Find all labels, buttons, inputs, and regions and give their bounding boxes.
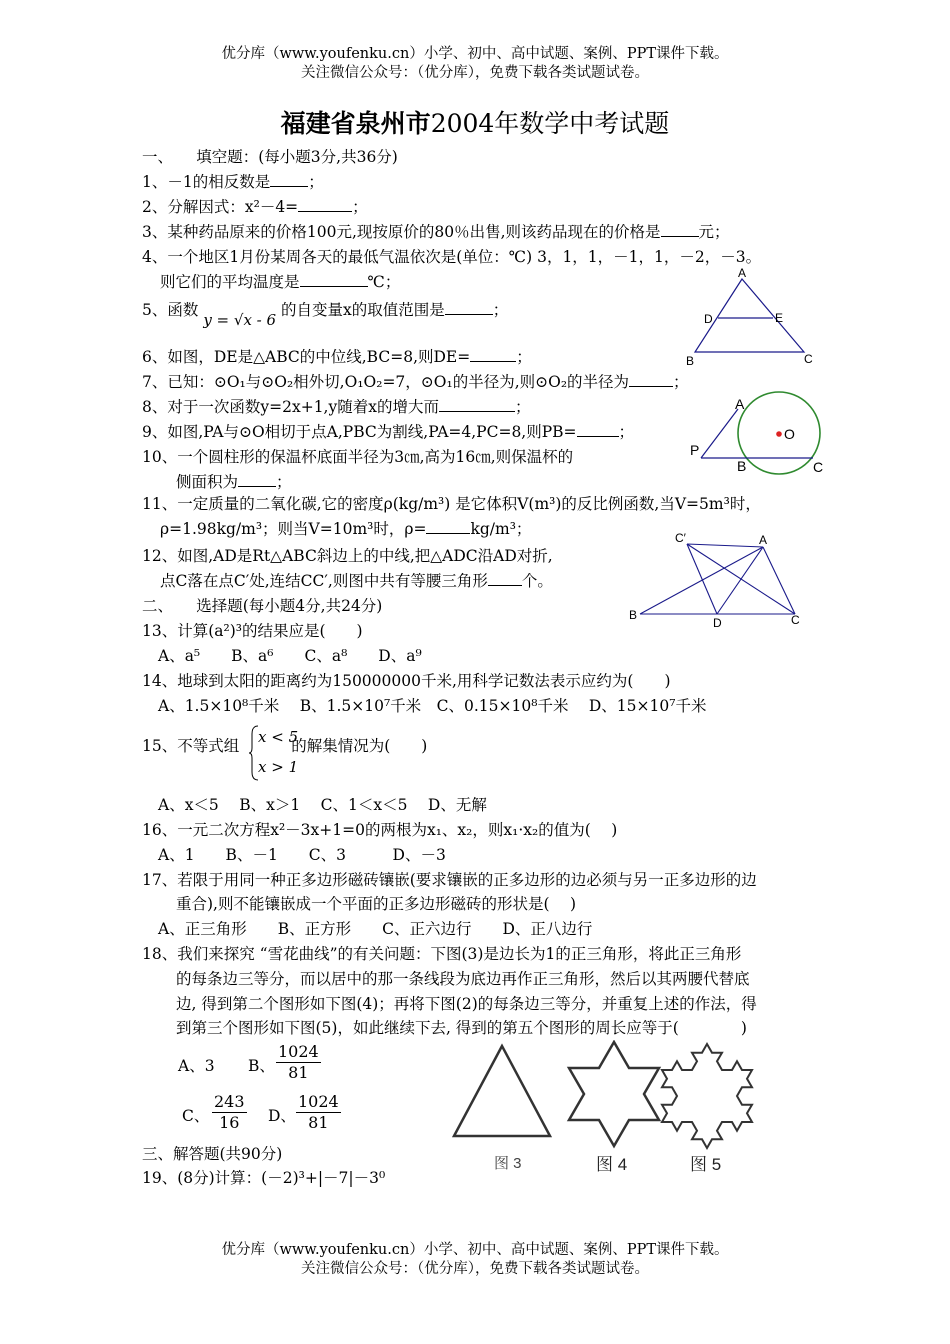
question-17: 17、若限于用同一种正多边形磁砖镶嵌(要求镶嵌的正多边形的边必须与另一正多边形的边 xyxy=(142,871,757,889)
question-18-line-2: 的每条边三等分，而以居中的那一条线段为底边再作正三角形，然后以其两腰代替底 xyxy=(176,970,750,988)
question-12-cont: 点C落在点C′处,连结CC′,则图中共有等腰三角形 个。 xyxy=(160,572,553,590)
center-dot xyxy=(776,431,782,437)
question-10: 10、一个圆柱形的保温杯底面半径为3㎝,高为16㎝,则保温杯的 xyxy=(142,448,574,466)
label-d: D xyxy=(713,616,722,630)
figure-4-star xyxy=(569,1042,659,1146)
circle-figure xyxy=(685,385,835,477)
question-14: 14、地球到太阳的距离约为150000000千米,用科学记数法表示应约为( ) xyxy=(142,672,671,690)
fraction-c: $\frac{243}{16}$ xyxy=(214,1092,245,1132)
figure-5-caption: 图 5 xyxy=(690,1155,722,1174)
label-c: C xyxy=(804,352,813,366)
header-line-1: 优分库（www.youfenku.cn）小学、初中、高中试题、案例、PPT课件下载。 xyxy=(221,46,729,62)
question-18: 18、我们来探究 “雪花曲线”的有关问题：下图(3)是边长为1的正三角形，将此正三角形 xyxy=(142,945,742,963)
fraction-d: $\frac{1024}{81}$ xyxy=(298,1092,339,1132)
question-15-options: A、x＜5 B、x＞1 C、1＜x＜5 D、无解 xyxy=(158,796,487,814)
figure-5-koch xyxy=(662,1044,752,1148)
header-line-2: 关注微信公众号：（优分库），免费下载各类试题试卷。 xyxy=(301,65,649,81)
question-10-cont: 侧面积为 ； xyxy=(176,473,292,491)
question-12: 12、如图,AD是Rt△ABC斜边上的中线,把△ADC沿AD对折, xyxy=(142,547,553,565)
label-p: P xyxy=(690,442,700,458)
question-1: 1、－1的相反数是 ； xyxy=(142,173,324,191)
question-11-cont: ρ=1.98kg/m³；则当V=10m³时，ρ= kg/m³； xyxy=(160,520,532,538)
figure-3-triangle xyxy=(454,1046,550,1136)
question-18-option-a: A、3 xyxy=(178,1057,215,1075)
footer-line-2: 关注微信公众号：（优分库），免费下载各类试题试卷。 xyxy=(301,1261,649,1277)
label-o: O xyxy=(784,426,795,442)
label-a: A xyxy=(759,533,768,547)
question-19: 19、(8分)计算：(－2)³+|－7|－3⁰ xyxy=(142,1169,386,1187)
question-2: 2、分解因式：x²－4= ； xyxy=(142,198,368,216)
question-17-cont: 重合),则不能镶嵌成一个平面的正多边形磁砖的形状是( ) xyxy=(176,895,576,913)
label-b: B xyxy=(686,354,695,368)
question-18-option-c-label: C、 xyxy=(182,1107,210,1125)
fold-figure xyxy=(625,530,815,630)
question-4-cont: 则它们的平均温度是 ℃； xyxy=(160,273,401,291)
question-18-option-d-label: D、 xyxy=(268,1107,296,1125)
label-a: A xyxy=(735,396,745,412)
label-a: A xyxy=(738,266,747,280)
question-9: 9、如图,PA与⊙O相切于点A,PBC为割线,PA=4,PC=8,则PB= ； xyxy=(142,423,635,441)
question-13-options: A、a⁵ B、a⁶ C、a⁸ D、a⁹ xyxy=(158,647,422,665)
question-13: 13、计算(a²)³的结果应是( ) xyxy=(142,622,363,640)
label-b: B xyxy=(737,458,747,474)
question-16-options: A、1 B、－1 C、3 D、－3 xyxy=(158,846,446,864)
label-c-prime: C′ xyxy=(675,531,686,545)
question-16: 16、一元二次方程x²－3x+1=0的两根为x₁、x₂，则x₁·x₂的值为( ) xyxy=(142,821,618,839)
snowflake-figures xyxy=(450,1040,760,1180)
question-7: 7、已知：⊙O₁与⊙O₂相外切,O₁O₂=7，⊙O₁的半径为,则⊙O₂的半径为 ； xyxy=(142,373,689,391)
question-14-options: A、1.5×10⁸千米 B、1.5×10⁷千米 C、0.15×10⁸千米 D、15×10⁷千米 xyxy=(158,697,707,715)
triangle-figure xyxy=(680,265,820,370)
question-3: 3、某种药品原来的价格100元,现按原价的80％出售,则该药品现在的价格是 元； xyxy=(142,223,730,241)
question-18-line-4: 到第三个图形如下图(5)，如此继续下去, 得到的第五个图形的周长应等于( ) xyxy=(176,1019,747,1037)
question-4: 4、一个地区1月份某周各天的最低气温依次是(单位：℃) 3，1，1，－1，1，－2，－3。 xyxy=(142,248,762,266)
inequality-2: x > 1 xyxy=(258,758,299,776)
label-b: B xyxy=(629,608,638,622)
fraction-b: $\frac{1024}{81}$ xyxy=(278,1042,319,1082)
question-8: 8、对于一次函数y=2x+1,y随着x的增大而 ； xyxy=(142,398,531,416)
inequality-1: x < 5 xyxy=(258,728,299,746)
question-18-option-b-label: B、 xyxy=(248,1057,275,1075)
question-15: 15、不等式组 的解集情况为( ) xyxy=(142,737,428,755)
question-5: 5、函数 y = √x - 6 的自变量x的取值范围是 ； xyxy=(142,301,509,329)
section-2-heading: 二、 选择题(每小题4分,共24分) xyxy=(142,597,383,615)
question-6: 6、如图，DE是△ABC的中位线,BC=8,则DE= ； xyxy=(142,348,532,366)
figure-4-caption: 图 4 xyxy=(596,1155,628,1174)
label-e: E xyxy=(775,311,784,325)
question-17-options: A、正三角形 B、正方形 C、正六边行 D、正八边行 xyxy=(158,920,593,938)
footer-line-1: 优分库（www.youfenku.cn）小学、初中、高中试题、案例、PPT课件下载。 xyxy=(221,1242,729,1258)
question-18-line-3: 边, 得到第二个图形如下图(4)；再将下图(2)的每条边三等分，并重复上述的作法，得 xyxy=(176,995,757,1013)
section-3-heading: 三、解答题(共90分) xyxy=(142,1145,283,1163)
label-d: D xyxy=(704,312,713,326)
question-11: 11、一定质量的二氧化碳,它的密度ρ(kg/m³) 是它体积V(m³)的反比例函数,当V=5m³时， xyxy=(142,495,761,513)
page-title: 福建省泉州市2004年数学中考试题 xyxy=(280,109,670,138)
label-c: C xyxy=(813,459,824,475)
section-1-heading: 一、 填空题：(每小题3分,共36分) xyxy=(142,148,398,166)
label-c: C xyxy=(791,613,800,627)
figure-3-caption: 图 3 xyxy=(494,1155,522,1172)
